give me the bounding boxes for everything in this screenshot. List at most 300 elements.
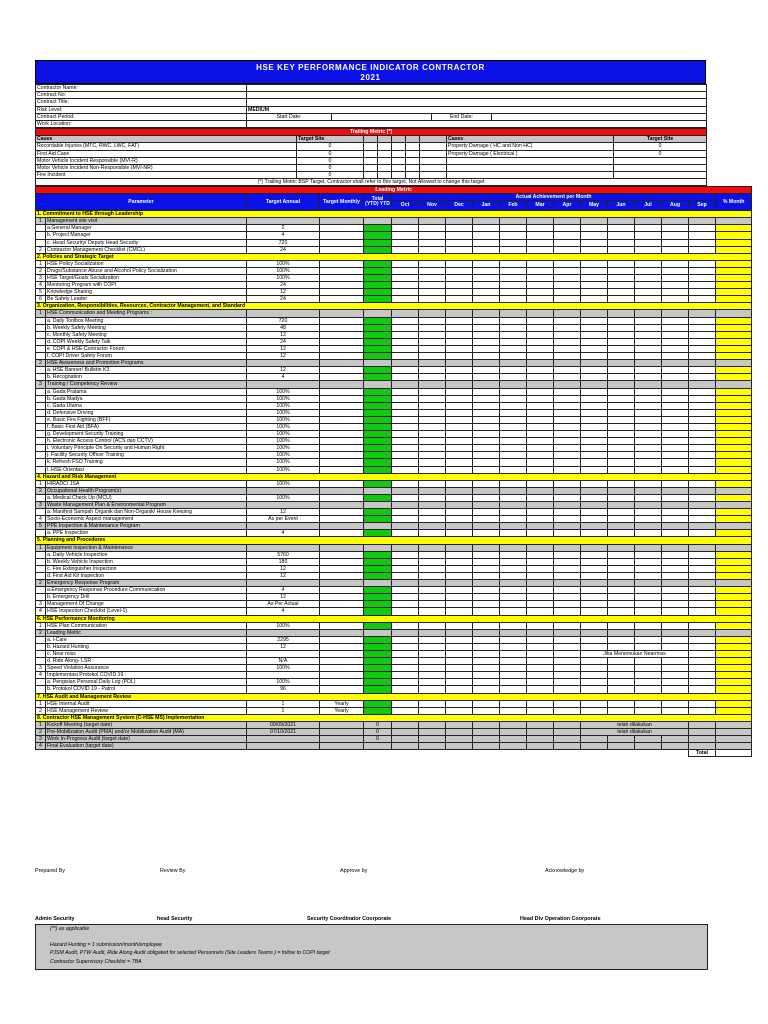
- month-cell[interactable]: [419, 282, 446, 289]
- month-cell[interactable]: [689, 416, 716, 423]
- month-cell[interactable]: [419, 665, 446, 672]
- month-cell[interactable]: [473, 353, 500, 360]
- row-pct-month[interactable]: [716, 275, 752, 282]
- month-cell[interactable]: [392, 282, 419, 289]
- month-cell[interactable]: [581, 296, 608, 303]
- row-pct-month[interactable]: [716, 416, 752, 423]
- month-cell[interactable]: [662, 494, 689, 501]
- month-cell[interactable]: [527, 395, 554, 402]
- month-cell[interactable]: [500, 729, 527, 736]
- month-cell[interactable]: [392, 672, 419, 679]
- month-cell[interactable]: [635, 601, 662, 608]
- month-cell[interactable]: [635, 218, 662, 225]
- row-pct-month[interactable]: [716, 565, 752, 572]
- month-cell[interactable]: [392, 317, 419, 324]
- month-cell[interactable]: [419, 565, 446, 572]
- month-cell[interactable]: [581, 679, 608, 686]
- row-pct-month[interactable]: [716, 438, 752, 445]
- row-pct-month[interactable]: [716, 459, 752, 466]
- month-cell[interactable]: [662, 509, 689, 516]
- month-cell[interactable]: [392, 523, 419, 530]
- month-cell[interactable]: [581, 558, 608, 565]
- row-ytd[interactable]: [364, 530, 392, 537]
- month-cell[interactable]: [446, 700, 473, 707]
- month-cell[interactable]: [527, 324, 554, 331]
- month-cell[interactable]: [527, 466, 554, 473]
- month-cell[interactable]: [500, 246, 527, 253]
- month-cell[interactable]: [419, 353, 446, 360]
- month-cell[interactable]: [689, 707, 716, 714]
- month-cell[interactable]: [446, 331, 473, 338]
- month-cell[interactable]: [635, 565, 662, 572]
- month-cell[interactable]: [473, 445, 500, 452]
- month-cell[interactable]: [635, 360, 662, 367]
- month-cell[interactable]: [608, 374, 635, 381]
- month-cell[interactable]: [662, 622, 689, 629]
- row-pct-month[interactable]: [716, 246, 752, 253]
- month-cell[interactable]: [527, 580, 554, 587]
- month-cell[interactable]: [689, 643, 716, 650]
- month-cell[interactable]: [662, 381, 689, 388]
- month-cell[interactable]: [419, 729, 446, 736]
- row-ytd[interactable]: [364, 218, 392, 225]
- month-cell[interactable]: [689, 580, 716, 587]
- month-cell[interactable]: [689, 509, 716, 516]
- month-cell[interactable]: [446, 232, 473, 239]
- trailing-cell[interactable]: [406, 157, 420, 164]
- month-cell[interactable]: [392, 700, 419, 707]
- month-cell[interactable]: [689, 225, 716, 232]
- month-cell[interactable]: [608, 487, 635, 494]
- month-cell[interactable]: [446, 608, 473, 615]
- month-cell[interactable]: [446, 416, 473, 423]
- month-cell[interactable]: [608, 743, 635, 750]
- month-cell[interactable]: [554, 331, 581, 338]
- month-cell[interactable]: [500, 622, 527, 629]
- row-ytd[interactable]: [364, 324, 392, 331]
- month-cell[interactable]: [446, 267, 473, 274]
- month-cell[interactable]: [419, 317, 446, 324]
- month-cell[interactable]: [608, 267, 635, 274]
- month-cell[interactable]: [419, 374, 446, 381]
- month-cell[interactable]: [419, 629, 446, 636]
- month-cell[interactable]: [392, 296, 419, 303]
- month-cell[interactable]: [608, 679, 635, 686]
- month-cell[interactable]: [446, 360, 473, 367]
- row-pct-month[interactable]: [716, 509, 752, 516]
- month-cell[interactable]: [473, 459, 500, 466]
- month-cell[interactable]: [500, 494, 527, 501]
- month-cell[interactable]: [392, 658, 419, 665]
- trailing-cell[interactable]: [406, 150, 420, 157]
- month-cell[interactable]: [473, 565, 500, 572]
- month-cell[interactable]: [554, 509, 581, 516]
- month-cell[interactable]: [392, 324, 419, 331]
- month-cell[interactable]: [608, 345, 635, 352]
- row-ytd[interactable]: [364, 367, 392, 374]
- month-cell[interactable]: [662, 445, 689, 452]
- trailing-cell[interactable]: [392, 157, 406, 164]
- month-cell[interactable]: [392, 218, 419, 225]
- month-cell[interactable]: [473, 239, 500, 246]
- month-cell[interactable]: [554, 232, 581, 239]
- month-cell[interactable]: [635, 345, 662, 352]
- month-cell[interactable]: [500, 743, 527, 750]
- month-cell[interactable]: [473, 345, 500, 352]
- month-cell[interactable]: [662, 516, 689, 523]
- month-cell[interactable]: [392, 331, 419, 338]
- month-cell[interactable]: [581, 225, 608, 232]
- month-cell[interactable]: [689, 402, 716, 409]
- month-cell[interactable]: [473, 650, 500, 657]
- month-cell[interactable]: [500, 317, 527, 324]
- month-cell[interactable]: [419, 736, 446, 743]
- month-cell[interactable]: [554, 572, 581, 579]
- month-cell[interactable]: [689, 395, 716, 402]
- month-cell[interactable]: [500, 672, 527, 679]
- month-cell[interactable]: [419, 587, 446, 594]
- month-cell[interactable]: [392, 594, 419, 601]
- month-cell[interactable]: [527, 480, 554, 487]
- month-cell[interactable]: [419, 232, 446, 239]
- month-cell[interactable]: [419, 289, 446, 296]
- month-cell[interactable]: [662, 502, 689, 509]
- month-cell[interactable]: [527, 331, 554, 338]
- month-cell[interactable]: [446, 494, 473, 501]
- month-cell[interactable]: [446, 551, 473, 558]
- month-cell[interactable]: [689, 267, 716, 274]
- month-cell[interactable]: [662, 353, 689, 360]
- month-cell[interactable]: [500, 267, 527, 274]
- month-cell[interactable]: [581, 544, 608, 551]
- month-cell[interactable]: [554, 310, 581, 317]
- month-cell[interactable]: [392, 225, 419, 232]
- month-cell[interactable]: [419, 622, 446, 629]
- month-cell[interactable]: [608, 580, 635, 587]
- month-cell[interactable]: [527, 409, 554, 416]
- month-cell[interactable]: [419, 275, 446, 282]
- month-cell[interactable]: [446, 594, 473, 601]
- month-cell[interactable]: [446, 438, 473, 445]
- month-cell[interactable]: [500, 409, 527, 416]
- month-cell[interactable]: [662, 601, 689, 608]
- month-cell[interactable]: [662, 338, 689, 345]
- month-cell[interactable]: [581, 565, 608, 572]
- month-cell[interactable]: [392, 601, 419, 608]
- month-cell[interactable]: [554, 452, 581, 459]
- month-cell[interactable]: [554, 246, 581, 253]
- month-cell[interactable]: [635, 246, 662, 253]
- month-cell[interactable]: [689, 601, 716, 608]
- row-pct-month[interactable]: [716, 650, 752, 657]
- month-cell[interactable]: [446, 381, 473, 388]
- row-ytd[interactable]: [364, 608, 392, 615]
- row-ytd[interactable]: [364, 374, 392, 381]
- trailing-cell[interactable]: [406, 164, 420, 171]
- month-cell[interactable]: [527, 544, 554, 551]
- month-cell[interactable]: [635, 267, 662, 274]
- row-ytd[interactable]: [364, 338, 392, 345]
- month-cell[interactable]: [635, 572, 662, 579]
- month-cell[interactable]: [689, 445, 716, 452]
- row-pct-month[interactable]: [716, 353, 752, 360]
- month-cell[interactable]: [635, 480, 662, 487]
- month-cell[interactable]: [662, 459, 689, 466]
- row-ytd[interactable]: [364, 296, 392, 303]
- month-cell[interactable]: [635, 487, 662, 494]
- row-pct-month[interactable]: [716, 502, 752, 509]
- row-pct-month[interactable]: [716, 374, 752, 381]
- month-cell[interactable]: [635, 587, 662, 594]
- month-cell[interactable]: [446, 601, 473, 608]
- month-cell[interactable]: [419, 658, 446, 665]
- month-cell[interactable]: [527, 218, 554, 225]
- row-ytd[interactable]: [364, 658, 392, 665]
- row-ytd[interactable]: [364, 629, 392, 636]
- month-cell[interactable]: [500, 544, 527, 551]
- month-cell[interactable]: [608, 296, 635, 303]
- month-cell[interactable]: [635, 395, 662, 402]
- month-cell[interactable]: [500, 310, 527, 317]
- month-cell[interactable]: [635, 629, 662, 636]
- month-cell[interactable]: [392, 246, 419, 253]
- contractor-name-value[interactable]: [247, 85, 707, 92]
- month-cell[interactable]: [662, 743, 689, 750]
- month-cell[interactable]: [419, 402, 446, 409]
- month-cell[interactable]: [500, 480, 527, 487]
- row-pct-month[interactable]: [716, 239, 752, 246]
- month-cell[interactable]: [500, 395, 527, 402]
- month-cell[interactable]: [662, 218, 689, 225]
- month-cell[interactable]: [527, 310, 554, 317]
- month-cell[interactable]: [689, 608, 716, 615]
- month-cell[interactable]: [608, 480, 635, 487]
- month-cell[interactable]: [581, 530, 608, 537]
- month-cell[interactable]: [392, 360, 419, 367]
- month-cell[interactable]: [581, 509, 608, 516]
- month-cell[interactable]: [500, 658, 527, 665]
- month-cell[interactable]: [527, 622, 554, 629]
- month-cell[interactable]: [419, 580, 446, 587]
- month-cell[interactable]: [392, 431, 419, 438]
- month-cell[interactable]: [608, 232, 635, 239]
- month-cell[interactable]: [554, 324, 581, 331]
- month-cell[interactable]: [473, 466, 500, 473]
- month-cell[interactable]: [554, 395, 581, 402]
- month-cell[interactable]: [554, 296, 581, 303]
- month-cell[interactable]: [635, 338, 662, 345]
- month-cell[interactable]: [392, 232, 419, 239]
- month-cell[interactable]: [392, 239, 419, 246]
- month-cell[interactable]: [608, 445, 635, 452]
- month-cell[interactable]: [446, 338, 473, 345]
- month-cell[interactable]: [392, 544, 419, 551]
- month-cell[interactable]: [635, 282, 662, 289]
- month-cell[interactable]: [608, 289, 635, 296]
- month-cell[interactable]: [581, 431, 608, 438]
- month-cell[interactable]: [581, 523, 608, 530]
- month-cell[interactable]: [446, 353, 473, 360]
- month-cell[interactable]: [581, 665, 608, 672]
- row-ytd[interactable]: [364, 395, 392, 402]
- month-cell[interactable]: [527, 317, 554, 324]
- contract-no-value[interactable]: [247, 92, 707, 99]
- month-cell[interactable]: [419, 530, 446, 537]
- row-pct-month[interactable]: [716, 296, 752, 303]
- row-ytd[interactable]: [364, 388, 392, 395]
- month-cell[interactable]: [608, 558, 635, 565]
- month-cell[interactable]: [554, 480, 581, 487]
- month-cell[interactable]: [392, 587, 419, 594]
- month-cell[interactable]: [608, 551, 635, 558]
- month-cell[interactable]: [527, 679, 554, 686]
- month-cell[interactable]: [689, 317, 716, 324]
- month-cell[interactable]: [581, 416, 608, 423]
- month-cell[interactable]: [419, 601, 446, 608]
- month-cell[interactable]: [500, 402, 527, 409]
- row-ytd[interactable]: [364, 267, 392, 274]
- row-pct-month[interactable]: [716, 445, 752, 452]
- month-cell[interactable]: [419, 487, 446, 494]
- start-date-value[interactable]: [332, 113, 432, 120]
- row-pct-month[interactable]: [716, 594, 752, 601]
- month-cell[interactable]: [473, 686, 500, 693]
- month-cell[interactable]: [527, 572, 554, 579]
- month-cell[interactable]: [635, 374, 662, 381]
- month-cell[interactable]: [635, 239, 662, 246]
- row-pct-month[interactable]: [716, 388, 752, 395]
- month-cell[interactable]: [554, 679, 581, 686]
- month-cell[interactable]: [473, 587, 500, 594]
- month-cell[interactable]: [608, 360, 635, 367]
- month-cell[interactable]: [473, 381, 500, 388]
- month-cell[interactable]: [554, 267, 581, 274]
- month-cell[interactable]: [662, 736, 689, 743]
- month-cell[interactable]: [473, 658, 500, 665]
- month-cell[interactable]: [608, 282, 635, 289]
- month-cell[interactable]: [662, 374, 689, 381]
- month-cell[interactable]: [689, 431, 716, 438]
- month-cell[interactable]: [392, 721, 419, 728]
- trailing-cell[interactable]: [364, 150, 378, 157]
- row-ytd[interactable]: [364, 622, 392, 629]
- month-cell[interactable]: [635, 580, 662, 587]
- month-cell[interactable]: [554, 530, 581, 537]
- month-cell[interactable]: [419, 636, 446, 643]
- month-cell[interactable]: [446, 275, 473, 282]
- month-cell[interactable]: [554, 629, 581, 636]
- month-cell[interactable]: [689, 587, 716, 594]
- month-cell[interactable]: [527, 438, 554, 445]
- month-cell[interactable]: [689, 331, 716, 338]
- month-cell[interactable]: [419, 431, 446, 438]
- month-cell[interactable]: [419, 700, 446, 707]
- month-cell[interactable]: [662, 523, 689, 530]
- row-pct-month[interactable]: [716, 225, 752, 232]
- month-cell[interactable]: [419, 324, 446, 331]
- month-cell[interactable]: [500, 608, 527, 615]
- month-cell[interactable]: [689, 296, 716, 303]
- month-cell[interactable]: [635, 509, 662, 516]
- month-cell[interactable]: [419, 345, 446, 352]
- month-cell[interactable]: [473, 672, 500, 679]
- month-cell[interactable]: [581, 289, 608, 296]
- month-cell[interactable]: [662, 275, 689, 282]
- row-ytd[interactable]: [364, 282, 392, 289]
- month-cell[interactable]: [608, 218, 635, 225]
- month-cell[interactable]: [500, 431, 527, 438]
- month-cell[interactable]: [500, 282, 527, 289]
- month-cell[interactable]: [554, 743, 581, 750]
- trailing-cell[interactable]: [392, 164, 406, 171]
- row-pct-month[interactable]: [716, 523, 752, 530]
- month-cell[interactable]: [446, 580, 473, 587]
- trailing-cell[interactable]: [420, 157, 447, 164]
- month-cell[interactable]: [473, 260, 500, 267]
- month-cell[interactable]: [419, 544, 446, 551]
- month-cell[interactable]: [554, 729, 581, 736]
- month-cell[interactable]: [581, 232, 608, 239]
- month-cell[interactable]: [500, 721, 527, 728]
- month-cell[interactable]: [392, 480, 419, 487]
- month-cell[interactable]: [581, 572, 608, 579]
- month-cell[interactable]: [500, 423, 527, 430]
- month-cell[interactable]: [554, 665, 581, 672]
- month-cell[interactable]: [419, 523, 446, 530]
- row-pct-month[interactable]: [716, 622, 752, 629]
- month-cell[interactable]: [662, 239, 689, 246]
- month-cell[interactable]: [419, 388, 446, 395]
- month-cell[interactable]: [500, 225, 527, 232]
- month-cell[interactable]: [554, 402, 581, 409]
- month-cell[interactable]: [608, 395, 635, 402]
- row-ytd[interactable]: [364, 275, 392, 282]
- month-cell[interactable]: [527, 721, 554, 728]
- month-cell[interactable]: [473, 721, 500, 728]
- month-cell[interactable]: [635, 679, 662, 686]
- month-cell[interactable]: [392, 409, 419, 416]
- month-cell[interactable]: [473, 736, 500, 743]
- month-cell[interactable]: [581, 629, 608, 636]
- trailing-cell[interactable]: [420, 164, 447, 171]
- month-cell[interactable]: [500, 509, 527, 516]
- month-cell[interactable]: [419, 452, 446, 459]
- month-cell[interactable]: [635, 558, 662, 565]
- month-cell[interactable]: [608, 636, 635, 643]
- month-cell[interactable]: [527, 367, 554, 374]
- month-cell[interactable]: [527, 594, 554, 601]
- month-cell[interactable]: [608, 494, 635, 501]
- month-cell[interactable]: [500, 260, 527, 267]
- month-cell[interactable]: [554, 466, 581, 473]
- row-pct-month[interactable]: [716, 267, 752, 274]
- month-cell[interactable]: [473, 360, 500, 367]
- month-cell[interactable]: [527, 416, 554, 423]
- month-cell[interactable]: [473, 743, 500, 750]
- month-cell[interactable]: [581, 367, 608, 374]
- month-cell[interactable]: [500, 289, 527, 296]
- month-cell[interactable]: [689, 502, 716, 509]
- month-cell[interactable]: [608, 544, 635, 551]
- month-cell[interactable]: [689, 232, 716, 239]
- month-cell[interactable]: [527, 650, 554, 657]
- month-cell[interactable]: [473, 530, 500, 537]
- month-cell[interactable]: [527, 516, 554, 523]
- month-cell[interactable]: [473, 707, 500, 714]
- month-cell[interactable]: [662, 686, 689, 693]
- month-cell[interactable]: [689, 622, 716, 629]
- month-cell[interactable]: [635, 324, 662, 331]
